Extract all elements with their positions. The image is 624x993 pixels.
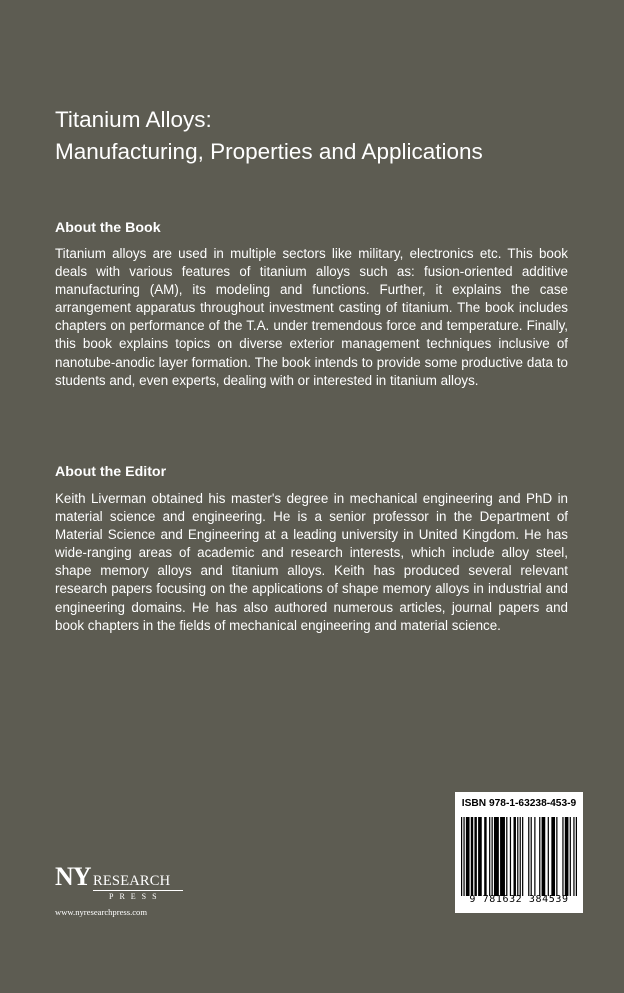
barcode-bar	[494, 817, 499, 896]
barcode-bar	[542, 817, 546, 896]
barcode-bar	[570, 817, 571, 896]
barcode-bar	[573, 817, 574, 896]
barcode-bar	[463, 817, 464, 896]
book-title-line-1: Titanium Alloys:	[55, 107, 212, 132]
barcode-bar	[489, 817, 490, 896]
about-book-heading: About the Book	[55, 220, 161, 236]
barcode-bar	[461, 817, 462, 896]
barcode-bar	[471, 817, 473, 896]
barcode-bar	[520, 817, 521, 896]
logo-research: RESEARCH	[93, 873, 171, 889]
about-editor-heading: About the Editor	[55, 464, 167, 480]
about-editor-text: Keith Liverman obtained his master's degree in mechanical engineering and PhD in material science and engineering. He is a senior professor in the Department of Material Science and Engineering at a leading university in United Kingdom. He has wide-ranging areas of academic and research interests, which include alloy steel, shape memory alloys and titanium alloys. Keith has produced several relevant research papers focusing on the applications of shape memory alloys in industrial and engineering domains. He has also authored numerous articles, journal papers and book chapters in the fields of mechanical engineering and material science.	[55, 491, 568, 633]
barcode-bar	[484, 817, 486, 896]
barcode-bar	[466, 817, 470, 896]
barcode-bar	[528, 817, 529, 896]
barcode-bar	[556, 817, 557, 896]
barcode-bar	[517, 817, 518, 896]
book-title	[55, 104, 595, 168]
book-title-line-2: Manufacturing, Properties and Applications	[55, 139, 483, 164]
barcode-bar	[478, 817, 482, 896]
publisher-logo	[55, 864, 185, 920]
barcode-bar	[531, 817, 532, 896]
barcode-bar	[534, 817, 535, 896]
barcode-bar	[548, 817, 549, 896]
publisher-url: www.nyresearchpress.com	[55, 907, 148, 917]
barcode-bar	[539, 817, 540, 896]
barcode-bar	[474, 817, 476, 896]
about-book-body	[55, 245, 568, 390]
barcode-bar	[562, 817, 563, 896]
barcode-bar	[514, 817, 516, 896]
isbn-label: ISBN 978-1-63238-453-9	[461, 798, 577, 809]
about-editor-body	[55, 490, 568, 635]
barcode-bar	[506, 817, 507, 896]
barcode-bar	[492, 817, 493, 896]
barcode-bars	[461, 817, 577, 896]
about-book-text: Titanium alloys are used in multiple sectors like military, electronics etc. This book deals with various features of titanium alloys such as: fusion-oriented additive manufacturing (AM), its modeling and functions. Further, it explains the case arrangement apparatus throughout investment casting of titanium. The book includes chapters on performance of the T.A. under tremendous force and temperature. Finally, this book explains topics on diverse exterior management techniques inclusive of nanotube-anodic layer formation. The book intends to provide some productive data to students and, even experts, dealing with or interested in titanium alloys.	[55, 246, 568, 388]
barcode-bar	[565, 817, 569, 896]
barcode-bar	[510, 817, 511, 896]
logo-press: PRESS	[109, 892, 163, 901]
barcode-bar	[522, 817, 523, 896]
barcode-bar	[551, 817, 555, 896]
barcode-bar	[576, 817, 577, 896]
barcode-bar	[500, 817, 505, 896]
isbn-barcode	[455, 792, 583, 913]
logo-rule	[93, 890, 183, 891]
barcode-digits: 9 781632 384539	[469, 894, 569, 905]
logo-ny: NY	[55, 862, 91, 891]
